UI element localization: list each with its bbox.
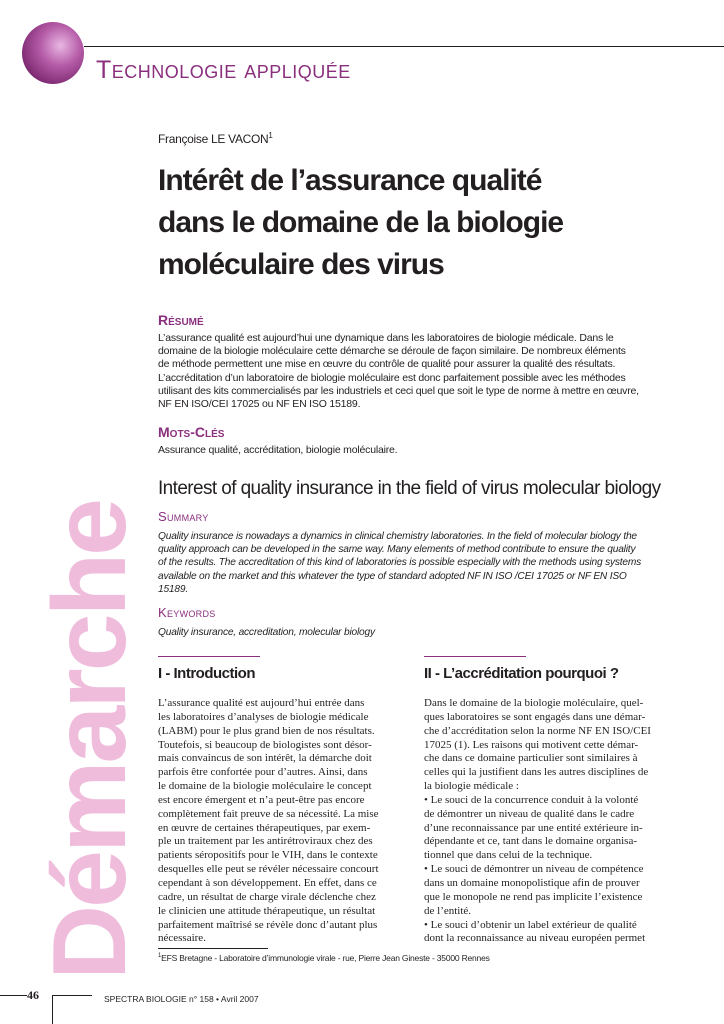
col2-line: dépendante et ce, tant dans le domaine organisa- xyxy=(424,835,637,848)
section-logo-ring xyxy=(19,19,87,87)
mots-cles-text: Assurance qualité, accréditation, biologie moléculaire. xyxy=(158,444,398,456)
side-watermark: Démarche xyxy=(32,501,148,980)
col2-line: dont la reconnaissance au niveau européen permet xyxy=(424,932,646,945)
col2-line: dans un domaine monopolistique afin de prouver xyxy=(424,876,640,889)
col2-rule xyxy=(424,656,526,657)
col1-line: cependant à son développement. En effet, dans ce xyxy=(158,876,377,889)
col1-line: (LABM) pour le plus grand bien de nos résultats. xyxy=(158,724,375,737)
keywords-text: Quality insurance, accreditation, molecular biology xyxy=(158,627,375,638)
summary-line: 15189. xyxy=(158,583,188,595)
footer-rule-mid xyxy=(52,995,92,996)
english-title: Interest of quality insurance in the field of virus molecular biology xyxy=(158,478,661,499)
col1-line: le domaine de la biologie moléculaire le concept xyxy=(158,780,372,793)
col1-line: patients séropositifs pour le VIH, dans le contexte xyxy=(158,849,378,862)
section-title: Technologie appliquée xyxy=(96,56,351,84)
col1-line: parfois être confortée pour d’autres. Ainsi, dans xyxy=(158,766,368,779)
keywords-heading: Keywords xyxy=(158,605,216,620)
footnote-rule xyxy=(158,948,268,949)
author xyxy=(158,131,273,146)
journal-reference: SPECTRA BIOLOGIE n° 158 • Avril 2007 xyxy=(104,994,259,1004)
col2-line: • Le souci de la concurrence conduit à la volonté xyxy=(424,793,639,806)
col2-line: che dans ce domaine particulier sont similaires à xyxy=(424,752,638,765)
summary-line: of the results. The accreditation of this kind of laboratories is possible especially with the methods using systems xyxy=(158,557,642,569)
col2-line: celles qui la justifient dans les autres disciplines de xyxy=(424,766,649,779)
title-line: dans le domaine de la biologie xyxy=(158,206,564,239)
col2-line: che d’accréditation selon la norme NF EN ISO/CEI xyxy=(424,724,651,737)
col2-line: tionnel que dans celui de la technique. xyxy=(424,849,593,862)
col1-line: L’assurance qualité est aujourd’hui entrée dans xyxy=(158,697,365,709)
col1-heading: I - Introduction xyxy=(158,665,255,682)
col2-line: • Le souci de démontrer un niveau de compétence xyxy=(424,863,644,876)
col1-line: les laboratoires d’analyses de biologie médicale xyxy=(158,710,369,723)
col1-line: Toutefois, si beaucoup de biologistes sont désor- xyxy=(158,738,372,751)
author-name: Françoise LE VACON xyxy=(158,132,269,146)
col2-line: de démontrer un niveau de qualité dans le cadre xyxy=(424,807,635,820)
col1-line: en œuvre de certaines thérapeutiques, par exem- xyxy=(158,821,371,834)
footnote-text: EFS Bretagne - Laboratoire d’immunologie virale - rue, Pierre Jean Gineste - 35000 Rennes xyxy=(161,953,490,963)
resume-heading: Résumé xyxy=(158,312,204,328)
resume-line: NF EN ISO/CEI 17025 ou NF EN ISO 15189. xyxy=(158,398,361,411)
mots-cles-heading: Mots-Clés xyxy=(158,424,225,440)
col1-line: mais convaincus de son intérêt, la démarche doit xyxy=(158,752,372,765)
resume-line: de méthode permettent une mise en œuvre du contrôle de qualité pour assurer la qualité des résultats. xyxy=(158,358,616,371)
col1-line: cadre, un résultat de charge virale déclenche chez xyxy=(158,890,376,903)
page-number: 46 xyxy=(27,988,39,1002)
resume-line: L’assurance qualité est aujourd’hui une dynamique dans les laboratoires de biologie médicale. Dans le xyxy=(158,332,614,344)
resume-line: utilisant des kits commercialisés par les industriels et ceci quel que soit le type de norme à mettre en œuvre, xyxy=(158,384,639,397)
title-line: moléculaire des virus xyxy=(158,248,444,281)
col1-line: est encore émergent et n’a peut-être pas encore xyxy=(158,793,365,806)
col2-line: • Le souci d’obtenir un label extérieur de qualité xyxy=(424,918,637,931)
col1-line: parfaitement maîtrisé se révèle donc d’autant plus xyxy=(158,918,378,931)
summary-line: available on the market and this whatever the type of standard adopted NF IN ISO /CEI 17025 or NF EN ISO xyxy=(158,570,627,582)
title-line: Intérêt de l’assurance qualité xyxy=(158,164,542,197)
col2-line: ques laboratoires se sont engagés dans une démar- xyxy=(424,710,646,723)
col2-line: d’une reconnaissance par une entité extérieure in- xyxy=(424,821,643,834)
resume-line: L’accréditation d’un laboratoire de biologie moléculaire est donc parfaitement possible avec les méthodes xyxy=(158,371,626,384)
col2-body xyxy=(424,697,676,946)
col2-heading: II - L’accréditation pourquoi ? xyxy=(424,665,619,682)
col1-line: desquelles elle peut se révéler nécessaire concourt xyxy=(158,863,379,876)
summary-line: quality approach can be developed in the same way. Many elements of method contribute to ensure the quality xyxy=(158,544,636,556)
col1-line: ple un traitement par les antirétroviraux chez des xyxy=(158,835,373,848)
article-title xyxy=(158,160,678,286)
col1-body xyxy=(158,697,410,946)
resume-line: domaine de la biologie moléculaire cette démarche se déroule de façon similaire. De nombreux éléments xyxy=(158,345,626,358)
col2-line: la biologie médicale : xyxy=(424,780,519,793)
summary-line: Quality insurance is nowadays a dynamics in clinical chemistry laboratories. In the field of molecular biology the xyxy=(158,531,637,542)
summary-text xyxy=(158,530,678,596)
col2-line: 17025 (1). Les raisons qui motivent cette démar- xyxy=(424,738,639,751)
resume-text xyxy=(158,332,678,411)
col1-line: complètement fait preuve de sa nécessité. La mise xyxy=(158,807,379,820)
summary-heading: Summary xyxy=(158,509,209,524)
footer-rule-vertical xyxy=(52,995,53,1024)
header-rule xyxy=(84,46,724,47)
col1-rule xyxy=(158,656,260,657)
col1-line: nécessaire. xyxy=(158,932,206,945)
author-note-mark: 1 xyxy=(268,131,273,140)
col2-line: Dans le domaine de la biologie moléculaire, quel- xyxy=(424,697,644,709)
col1-line: le clinicien une attitude thérapeutique, un résultat xyxy=(158,904,376,917)
footer-rule-left xyxy=(0,995,27,996)
col2-line: que le monopole ne rend pas implicite l’existence xyxy=(424,890,643,903)
footnote-mark: 1 xyxy=(158,953,162,960)
footnote xyxy=(158,953,490,963)
col2-line: de l’entité. xyxy=(424,904,472,917)
